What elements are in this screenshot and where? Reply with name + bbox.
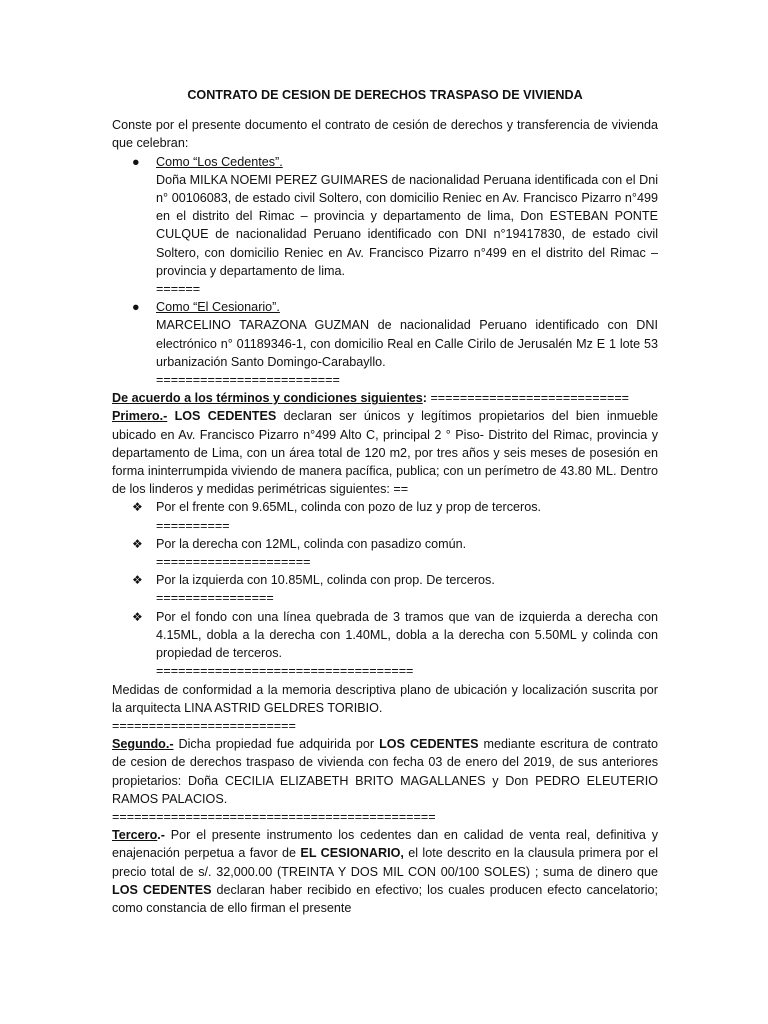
fill-line: ===========================	[430, 391, 630, 406]
lindero-item: ❖ Por el frente con 9.65ML, colinda con pozo de luz y prop de terceros. ==========	[112, 498, 658, 534]
disc-bullet-icon: ●	[132, 300, 140, 315]
party-cedentes-heading: Como “Los Cedentes”.	[156, 154, 283, 169]
fill-line: =========================	[112, 718, 296, 733]
party-cedentes	[112, 153, 658, 299]
terms-heading-line: De acuerdo a los términos y condiciones siguientes: ===========================	[112, 391, 630, 406]
party-cesionario-text: MARCELINO TARAZONA GUZMAN de nacionalidad Peruano identificado con DNI electrónico n° 01189346-1, con domicilio Real en Calle Cirilo de Jerusalén Mz E 1 lote 53 urbanización Santo Domingo-Carabayllo.	[156, 318, 658, 369]
lindero-item: ❖ Por la izquierda con 10.85ML, colinda con prop. De terceros. ================	[112, 571, 658, 607]
party-cedentes-text: Doña MILKA NOEMI PEREZ GUIMARES de nacionalidad Peruana identificada con el Dni n° 00106083, de estado civil Soltero, con domicilio Reniec en Av. Francisco Pizarro n°499 en el distrito del Rimac – provincia y departamento de lima, Don ESTEBAN PONTE CULQUE de nacionalidad Peruano identificado con DNI n°19417830, de estado civil Soltero, con domicilio Reniec en Av. Francisco Pizarro n°499 en el distrito del Rimac – provincia y departamento de lima.	[156, 172, 658, 278]
terms-heading: De acuerdo a los términos y condiciones siguientes	[112, 391, 423, 406]
fill-line: ==========	[156, 518, 230, 533]
fill-line: ================	[156, 591, 274, 606]
party-cesionario	[112, 298, 658, 389]
bold-party: LOS CEDENTES	[112, 882, 212, 897]
contract-page	[112, 86, 658, 917]
lindero-item: ❖ Por el fondo con una línea quebrada de 3 tramos que van de izquierda a derecha con 4.15ML, dobla a la derecha con 1.40ML, dobla a la derecha con 5.50ML y colinda con propiedad de terceros. ===================================	[112, 608, 658, 681]
clause-label: Tercero	[112, 828, 158, 843]
diamond-bullet-icon: ❖	[132, 609, 143, 624]
clause-segundo: Segundo.- Dicha propiedad fue adquirida por LOS CEDENTES mediante escritura de contrato de cesion de derechos traspaso de vivienda con fecha 03 de enero del 2019, de sus anteriores propietarios: Doña CECILIA ELIZABETH BRITO MAGALLANES y Don PEDRO ELEUTERIO RAMOS PALACIOS.	[112, 737, 659, 806]
fill-line: =========================	[156, 373, 340, 388]
diamond-bullet-icon: ❖	[132, 573, 143, 588]
fill-line: =====================	[156, 555, 311, 570]
clause-label: Segundo.-	[112, 737, 174, 752]
clause-primero: Primero.- LOS CEDENTES declaran ser únicos y legítimos propietarios del bien inmueble ubicado en Av. Francisco Pizarro n°499 Alto C, principal 2 ° Piso- Distrito del Rimac, provincia y departamento de Lima, con un área total de 120 m2, por tres años y seis meses de posesión en forma ininterrumpida viviendo de manera pacífica, publica; con un perímetro de 43.80 ML. Dentro de los linderos y medidas perimétricas siguientes: ==	[112, 409, 659, 497]
bold-party: EL CESIONARIO,	[300, 846, 404, 861]
fill-line: ======	[156, 282, 201, 297]
bold-party: LOS CEDENTES	[174, 409, 277, 424]
medidas-paragraph: Medidas de conformidad a la memoria descriptiva plano de ubicación y localización suscrita por la arquitecta LINA ASTRID GELDRES TORIBIO.	[112, 682, 658, 715]
lindero-item: ❖ Por la derecha con 12ML, colinda con pasadizo común. =====================	[112, 535, 658, 571]
clause-tercero: Tercero.- Por el presente instrumento los cedentes dan en calidad de venta real, definitiva y enajenación perpetua a favor de EL CESIONARIO, el lote descrito en la clausula primera por el precio total de s/. 32,000.00 (TREINTA Y DOS MIL CON 00/100 SOLES) ; suma de dinero que LOS CEDENTES declaran haber recibido en efectivo; los cuales producen efecto cancelatorio; como constancia de ello firman el presente	[112, 828, 659, 915]
bold-party: LOS CEDENTES	[379, 737, 479, 752]
document-title: CONTRATO DE CESION DE DERECHOS TRASPASO DE VIVIENDA	[187, 88, 583, 102]
fill-line: ==	[393, 482, 409, 497]
fill-line: ============================================	[112, 809, 436, 824]
party-cesionario-heading: Como “El Cesionario”.	[156, 300, 280, 315]
diamond-bullet-icon: ❖	[132, 500, 143, 515]
fill-line: ===================================	[156, 664, 414, 679]
clause-label: Primero.-	[112, 409, 168, 424]
diamond-bullet-icon: ❖	[132, 536, 143, 551]
disc-bullet-icon: ●	[132, 154, 140, 169]
intro-paragraph: Conste por el presente documento el contrato de cesión de derechos y transferencia de vivienda que celebran:	[112, 118, 658, 151]
